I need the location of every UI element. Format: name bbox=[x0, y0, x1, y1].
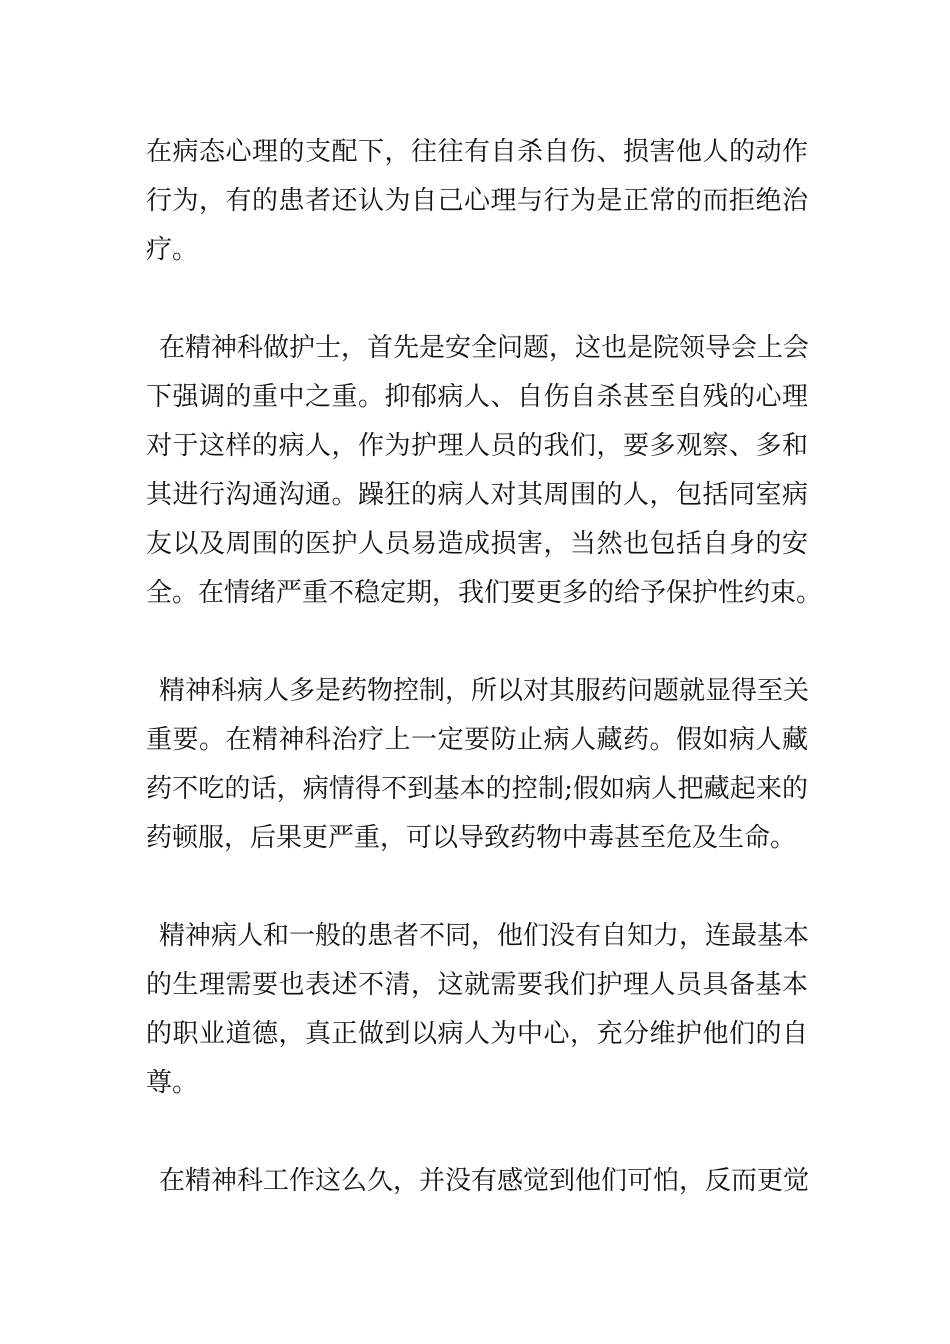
paragraph-5 bbox=[146, 1157, 808, 1206]
text-line: 对于这样的病人，作为护理人员的我们，要多观察、多和 bbox=[146, 431, 808, 461]
text-line: 行为，有的患者还认为自己心理与行为是正常的而拒绝治 bbox=[146, 186, 808, 216]
text-line: 尊。 bbox=[146, 1068, 199, 1098]
text-line: 友以及周围的医护人员易造成损害，当然也包括自身的安 bbox=[146, 529, 808, 559]
paragraph-2 bbox=[146, 324, 823, 618]
text-line: 在精神科工作这么久，并没有感觉到他们可怕，反而更觉 bbox=[159, 1166, 810, 1196]
paragraph-1 bbox=[146, 128, 808, 275]
text-line: 的职业道德，真正做到以病人为中心，充分维护他们的自 bbox=[146, 1019, 808, 1049]
text-line: 药不吃的话，病情得不到基本的控制;假如病人把藏起来的 bbox=[146, 774, 808, 804]
text-line: 药顿服，后果更严重，可以导致药物中毒甚至危及生命。 bbox=[146, 823, 797, 853]
text-line: 下强调的重中之重。抑郁病人、自伤自杀甚至自残的心理 bbox=[146, 382, 808, 412]
paragraph-3 bbox=[146, 667, 808, 863]
paragraph-4 bbox=[146, 912, 808, 1108]
text-line: 重要。在精神科治疗上一定要防止病人藏药。假如病人藏 bbox=[146, 725, 808, 755]
text-line: 在病态心理的支配下，往往有自杀自伤、损害他人的动作 bbox=[146, 137, 808, 167]
text-line: 疗。 bbox=[146, 235, 199, 265]
text-line: 精神病人和一般的患者不同，他们没有自知力，连最基本 bbox=[159, 921, 810, 951]
text-line: 精神科病人多是药物控制，所以对其服药问题就显得至关 bbox=[159, 676, 810, 706]
text-line: 全。在情绪严重不稳定期，我们要更多的给予保护性约束。 bbox=[146, 578, 823, 608]
text-line: 在精神科做护士，首先是安全问题，这也是院领导会上会 bbox=[159, 333, 810, 363]
body-text bbox=[146, 128, 823, 1255]
text-line: 其进行沟通沟通。躁狂的病人对其周围的人，包括同室病 bbox=[146, 480, 808, 510]
text-line: 的生理需要也表述不清，这就需要我们护理人员具备基本 bbox=[146, 970, 808, 1000]
